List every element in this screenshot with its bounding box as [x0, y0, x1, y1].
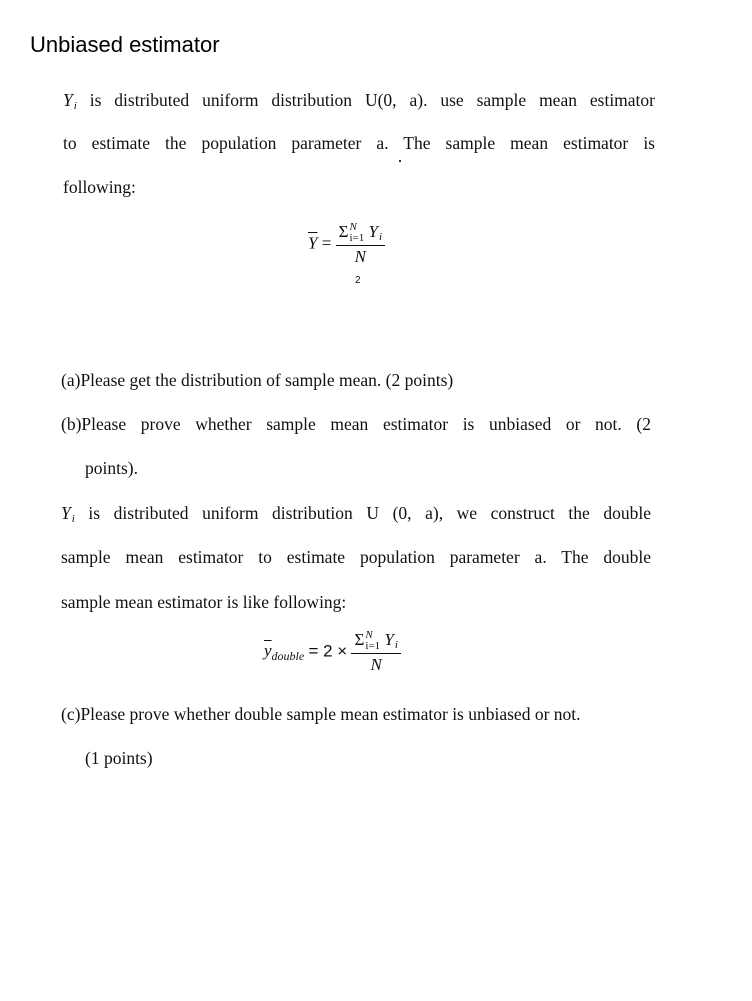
times-two: = 2 × [308, 641, 348, 661]
sum-symbol2: Σ [354, 630, 365, 649]
var-sub2: i [71, 513, 75, 525]
sum-limits2 [365, 630, 380, 652]
lower-limit2: i=1 [365, 640, 381, 653]
stray-dot [399, 160, 401, 162]
sample-mean-formula [308, 222, 385, 267]
summand-sub: i [378, 231, 383, 243]
page-note: 2 [355, 275, 361, 286]
question-b [61, 416, 651, 434]
summand2: Y [384, 630, 394, 649]
second-line-2: sample mean estimator to estimate population parameter a. The double [61, 547, 651, 567]
lower-limit: i=1 [349, 232, 365, 245]
double-mean-formula [264, 630, 401, 675]
fraction2 [351, 630, 400, 675]
summand: Y [368, 222, 378, 241]
numerator2 [351, 630, 400, 654]
numerator [336, 222, 385, 246]
question-c [61, 706, 581, 724]
upper-limit2: N [365, 629, 373, 642]
page-title: Unbiased estimator [30, 32, 220, 57]
intro-line-1-text: is distributed uniform distribution U(0, a). use sample mean estimator [89, 90, 655, 110]
y-double-base: $\overline{y}$ [264, 641, 272, 661]
sum-symbol: Σ [338, 222, 349, 241]
sum-limits [349, 222, 364, 244]
var-sub: i [73, 100, 77, 112]
question-c-points: (1 points) [85, 748, 153, 768]
second-line-3: sample mean estimator is like following: [61, 592, 347, 612]
second-line-1 [61, 505, 651, 525]
question-b-label: (b) [61, 414, 82, 434]
question-c-text: Please prove whether double sample mean estimator is unbiased or not. [80, 704, 581, 724]
denominator2: N [370, 655, 382, 675]
var-y: Y [63, 90, 73, 110]
upper-limit: N [349, 221, 357, 234]
equals-sign: = [321, 233, 332, 253]
question-c-label: (c) [61, 704, 81, 724]
y-bar: $\overline{Y}$ [308, 233, 318, 253]
question-a-text: Please get the distribution of sample mean. (2 points) [80, 370, 454, 390]
var-y2: Y [61, 503, 71, 523]
denominator: N [354, 247, 366, 267]
summand-sub2: i [394, 639, 398, 651]
intro-line-1 [63, 92, 655, 112]
second-line-1-text: is distributed uniform distribution U (0, a), we construct the double [88, 503, 651, 523]
question-a-label: (a) [61, 370, 81, 390]
fraction [336, 222, 385, 267]
y-double-sub: double [271, 649, 305, 664]
intro-line-2: to estimate the population parameter a. The sample mean estimator is [63, 133, 655, 153]
y-double [264, 641, 305, 664]
question-a [61, 372, 453, 390]
question-b-text: Please prove whether sample mean estimator is unbiased or not. (2 [81, 414, 651, 434]
question-b-continuation: points). [85, 458, 138, 478]
intro-line-3: following: [63, 177, 136, 197]
